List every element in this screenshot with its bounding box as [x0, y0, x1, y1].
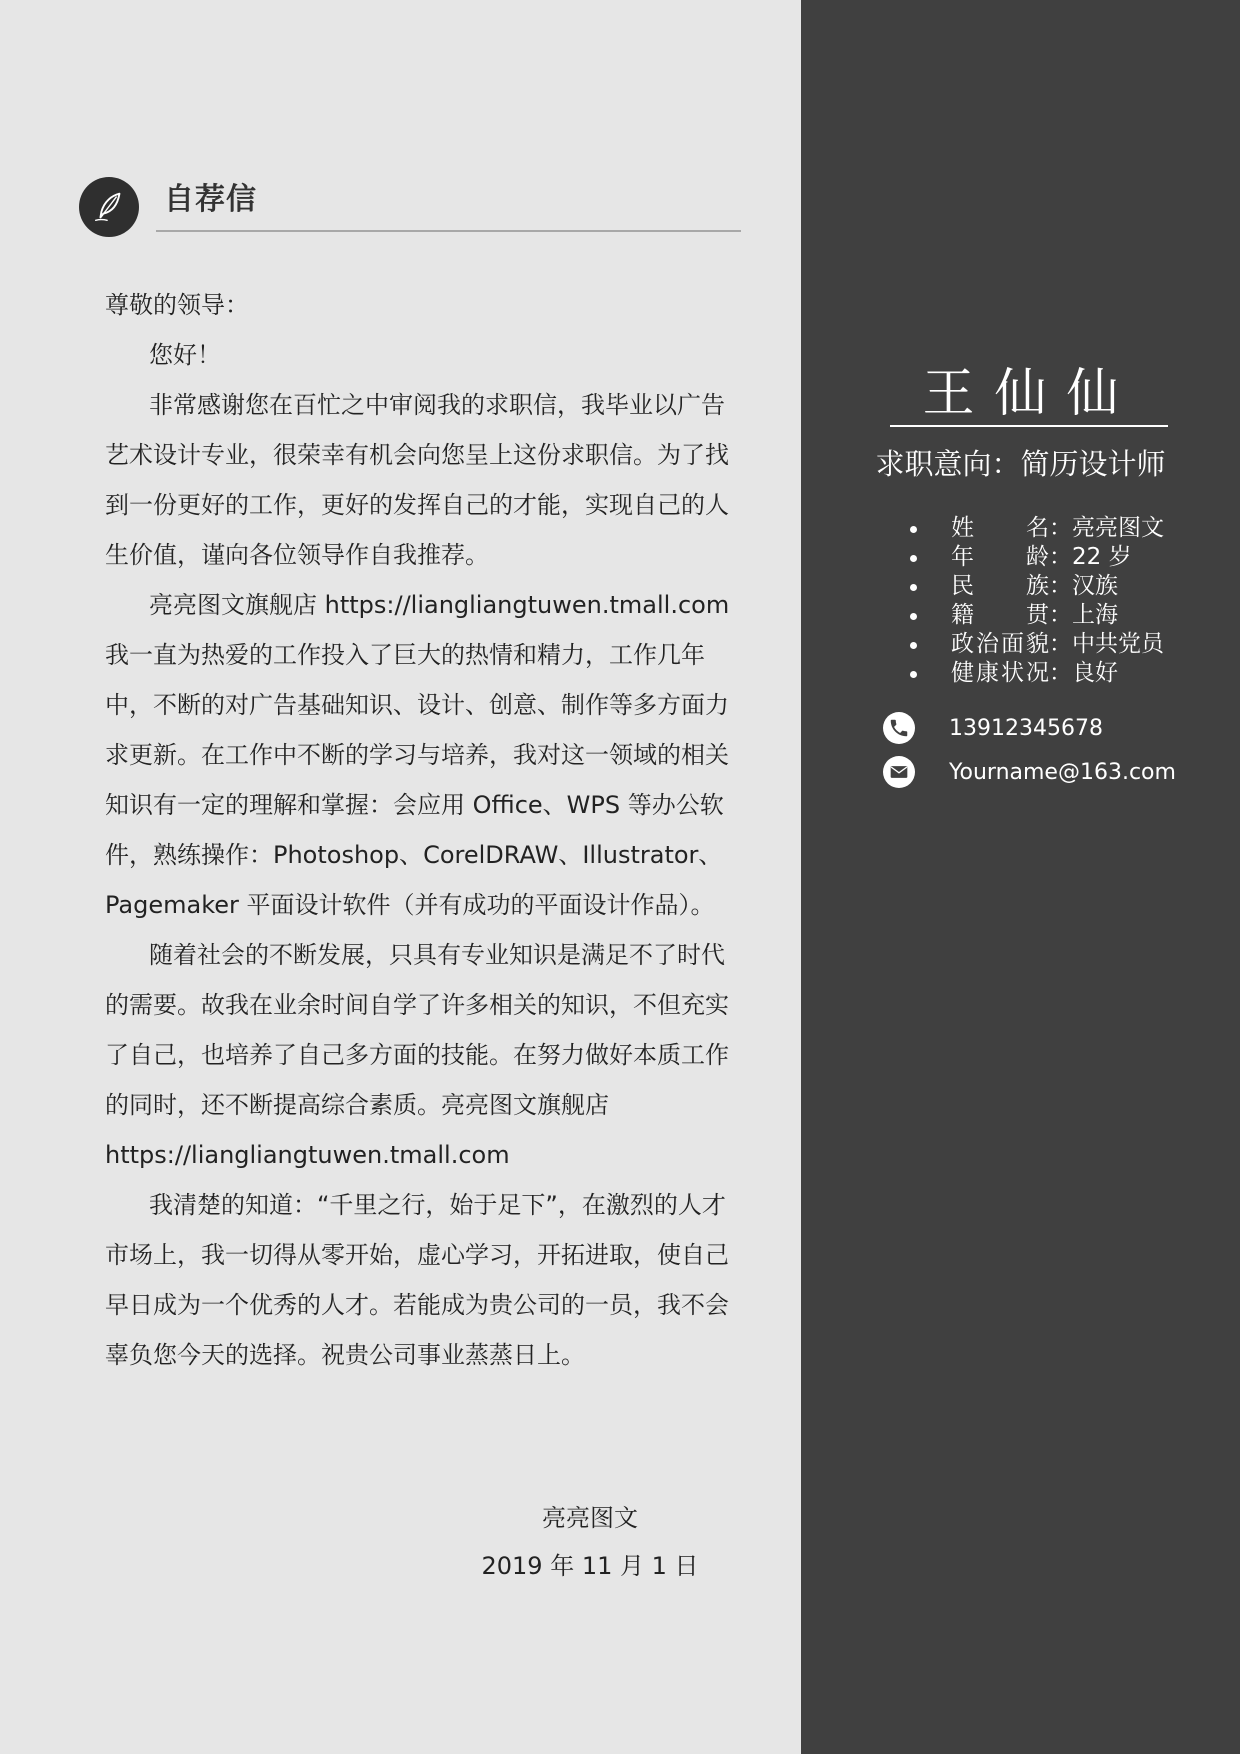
info-item-health: 健康状况：良好	[901, 659, 1221, 688]
info-item-ethnicity: 民族：汉族	[901, 572, 1221, 601]
letter-greeting: 您好！	[149, 341, 221, 369]
section-title: 自荐信	[164, 182, 257, 217]
letter-signature: 亮亮图文	[542, 1504, 638, 1532]
letter-paragraph: 随着社会的不断发展，只具有专业知识是满足不了时代的需要。故我在业余时间自学了许多相关的知识，不但充实了自己，也培养了自己多方面的技能。在努力做好本质工作的同时，还不断提高综合素质。亮亮图文旗舰店 https://liangliangtuwen.tmall.com	[105, 941, 729, 1169]
email-contact	[883, 755, 1223, 789]
letter-paragraph: 亮亮图文旗舰店 https://liangliangtuwen.tmall.com 我一直为热爱的工作投入了巨大的热情和精力，工作几年中，不断的对广告基础知识、设计、创意、制作等多方面力求更新。在工作中不断的学习与培养，我对这一领域的相关知识有一定的理解和掌握：会应用 Office、WPS 等办公软件，熟练操作：Photoshop、CorelDRAW、Illustrator、Pagemaker 平面设计软件（并有成功的平面设计作品）。	[105, 591, 730, 919]
info-item-name: 姓名：亮亮图文	[901, 514, 1221, 543]
info-item-political-status: 政治面貌：中共党员	[901, 630, 1221, 659]
phone-contact	[883, 711, 1223, 745]
cover-letter-body	[105, 280, 735, 1380]
phone-number: 13912345678	[949, 715, 1103, 741]
info-item-native-place: 籍贯：上海	[901, 601, 1221, 630]
job-intent: 求职意向：简历设计师	[875, 447, 1166, 481]
info-item-age: 年龄：22 岁	[901, 543, 1221, 572]
letter-paragraph: 我清楚的知道：“千里之行，始于足下”，在激烈的人才市场上，我一切得从零开始，虚心学习，开拓进取，使自己早日成为一个优秀的人才。若能成为贵公司的一员，我不会辜负您今天的选择。祝贵公司事业蒸蒸日上。	[105, 1191, 729, 1369]
name-underline	[890, 425, 1168, 427]
profile-panel	[801, 0, 1240, 1754]
envelope-icon	[883, 756, 915, 788]
email-address: Yourname@163.com	[949, 759, 1176, 785]
letter-salutation: 尊敬的领导：	[105, 291, 249, 319]
phone-icon	[883, 712, 915, 744]
letter-paragraph: 非常感谢您在百忙之中审阅我的求职信，我毕业以广告艺术设计专业，很荣幸有机会向您呈上这份求职信。为了找到一份更好的工作，更好的发挥自己的才能，实现自己的人生价值，谨向各位领导作自我推荐。	[105, 391, 729, 569]
candidate-name: 王仙仙	[922, 364, 1139, 424]
feather-pen-icon	[79, 177, 139, 237]
section-divider	[156, 230, 741, 232]
letter-date: 2019 年 11 月 1 日	[481, 1552, 699, 1580]
personal-info-list	[901, 514, 1221, 688]
letter-signature-block	[470, 1494, 710, 1590]
